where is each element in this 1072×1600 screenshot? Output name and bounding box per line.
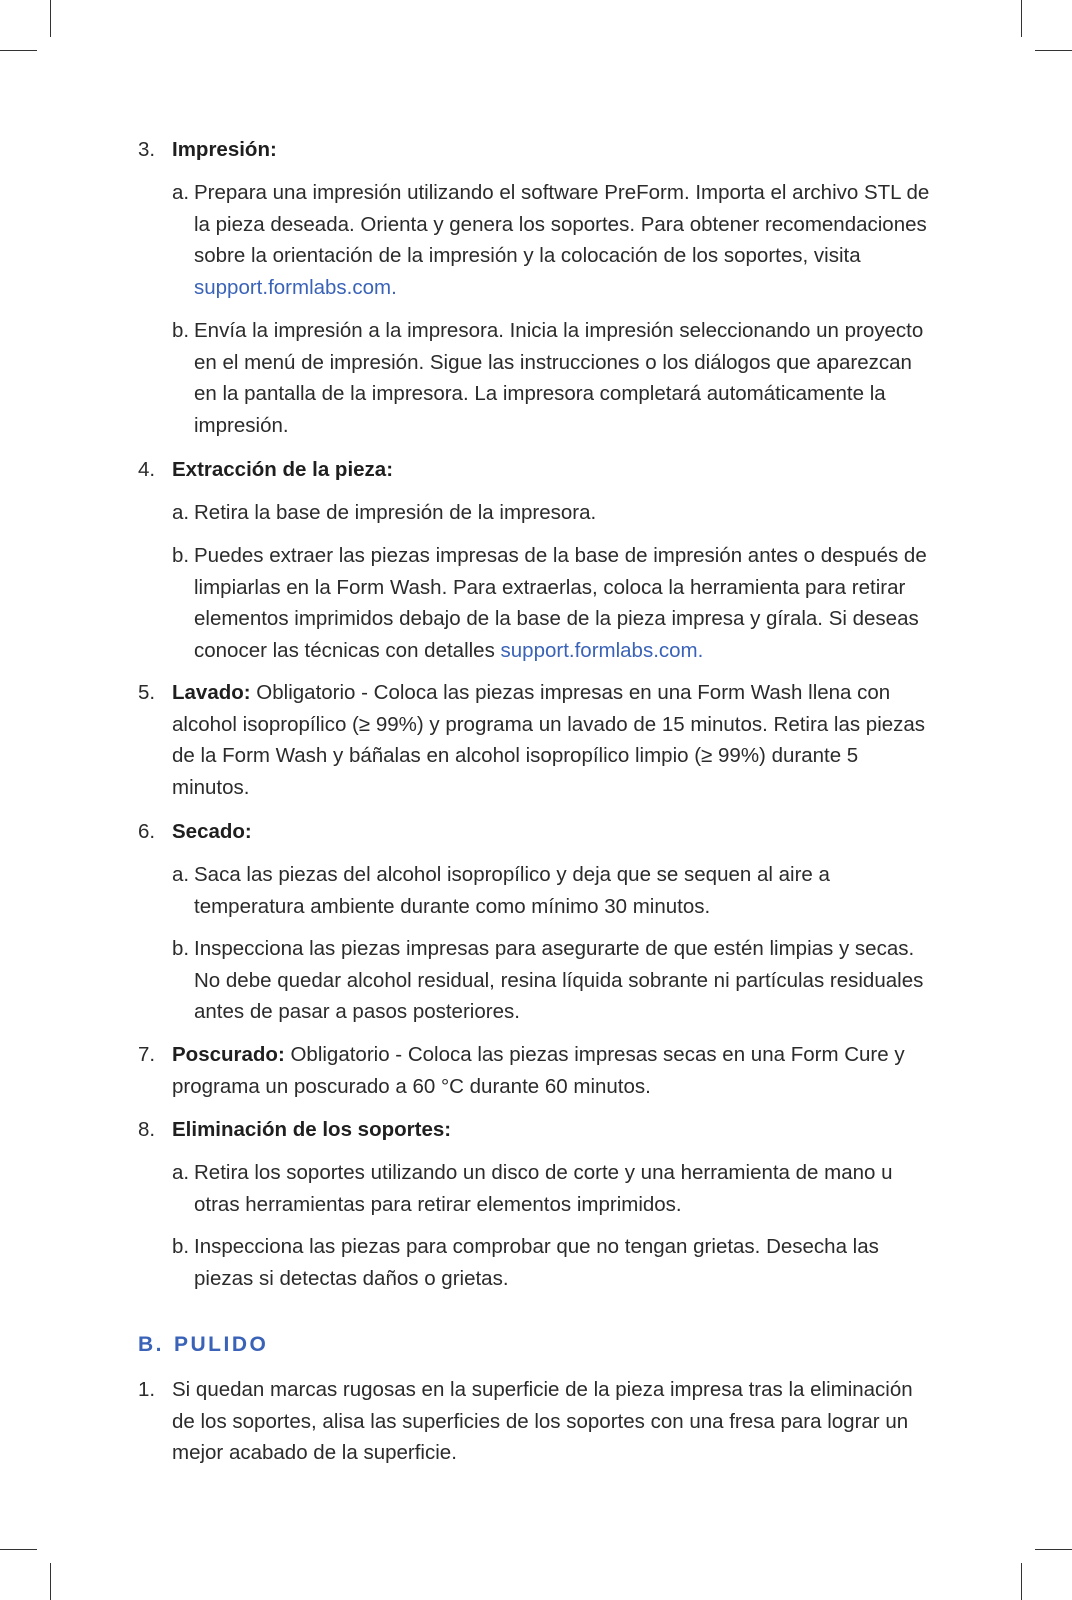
paragraph-text: Obligatorio - Coloca las piezas impresas en una Form Wash llena con alcohol isopropílico (≥ 99%) y programa un lavado de 15 minutos. Retira las piezas de la Form Wash y báñalas en alcohol isopropílico limpio (≥ 99%) durante 5 minutos. — [172, 681, 926, 799]
list-number: 6. — [138, 820, 156, 843]
section-title: PULIDO — [174, 1333, 269, 1356]
list-number: 8. — [138, 1118, 156, 1141]
step-title: Lavado: — [172, 681, 251, 704]
paragraph-text: Prepara una impresión utilizando el software PreForm. Importa el archivo STL de la pieza deseada. Orienta y genera los soportes. Para obtener recomendaciones sobre la orientación de la impresión y la colocación de los soportes, visita — [194, 181, 930, 267]
list-number: 3. — [138, 138, 156, 161]
list-number: 4. — [138, 458, 156, 481]
sub-item-text: Inspecciona las piezas impresas para asegurarte de que estén limpias y secas. No debe quedar alcohol residual, resina líquida sobrante ni partículas residuales antes de pasar a pasos posteriores. — [194, 937, 924, 1023]
step-title: Eliminación de los soportes: — [172, 1118, 452, 1141]
sub-letter: a. — [172, 863, 190, 886]
list-item-title — [172, 454, 932, 486]
sub-item-text: Inspecciona las piezas para comprobar que no tengan grietas. Desecha las piezas si detectas daños o grietas. — [194, 1235, 879, 1290]
support-link[interactable]: support.formlabs.com. — [500, 638, 704, 662]
list-number: 7. — [138, 1043, 156, 1066]
sub-letter: b. — [172, 1235, 190, 1258]
sub-item-text: Retira los soportes utilizando un disco de corte y una herramienta de mano u otras herramientas para retirar elementos imprimidos. — [194, 1161, 893, 1216]
section-heading — [138, 1331, 268, 1359]
step-title: Secado: — [172, 820, 252, 843]
list-item-text — [172, 677, 932, 803]
section-letter: B. — [138, 1333, 164, 1356]
support-link[interactable]: support.formlabs.com. — [194, 275, 397, 299]
sub-item-text — [194, 177, 934, 303]
sub-item-text — [194, 540, 934, 666]
sub-item-text: Saca las piezas del alcohol isopropílico y deja que se sequen al aire a temperatura ambiente durante como mínimo 30 minutos. — [194, 863, 830, 918]
sub-letter: b. — [172, 544, 190, 567]
list-item-text: Si quedan marcas rugosas en la superficie de la pieza impresa tras la eliminación de los soportes, alisa las superficies de los soportes con una fresa para lograr un mejor acabado de la superficie. — [172, 1378, 913, 1464]
sub-letter: a. — [172, 181, 190, 204]
sub-item-text: Retira la base de impresión de la impresora. — [194, 501, 597, 524]
sub-letter: b. — [172, 319, 190, 342]
step-title: Extracción de la pieza: — [172, 458, 394, 481]
step-title: Poscurado: — [172, 1043, 285, 1066]
sub-letter: a. — [172, 501, 190, 524]
list-item-title — [172, 134, 932, 166]
paragraph-text: Puedes extraer las piezas impresas de la base de impresión antes o después de limpiarlas en la Form Wash. Para extraerlas, coloca la herramienta para retirar elementos imprimidos debajo de la base de la pieza impresa y gírala. Si deseas conocer las técnicas con detalles — [194, 544, 927, 662]
list-number: 5. — [138, 681, 156, 704]
paragraph-text: Obligatorio - Coloca las piezas impresas secas en una Form Cure y programa un poscurado a 60 °C durante 60 minutos. — [172, 1043, 905, 1098]
step-title: Impresión: — [172, 138, 277, 161]
sub-item-text: Envía la impresión a la impresora. Inicia la impresión seleccionando un proyecto en el menú de impresión. Sigue las instrucciones o los diálogos que aparezcan en la pantalla de la impresora. La impresora completará automáticamente la impresión. — [194, 319, 924, 437]
list-item-title — [172, 816, 932, 848]
list-number: 1. — [138, 1378, 156, 1401]
sub-letter: b. — [172, 937, 190, 960]
sub-letter: a. — [172, 1161, 190, 1184]
list-item-title — [172, 1114, 932, 1146]
list-item-text — [172, 1039, 932, 1102]
